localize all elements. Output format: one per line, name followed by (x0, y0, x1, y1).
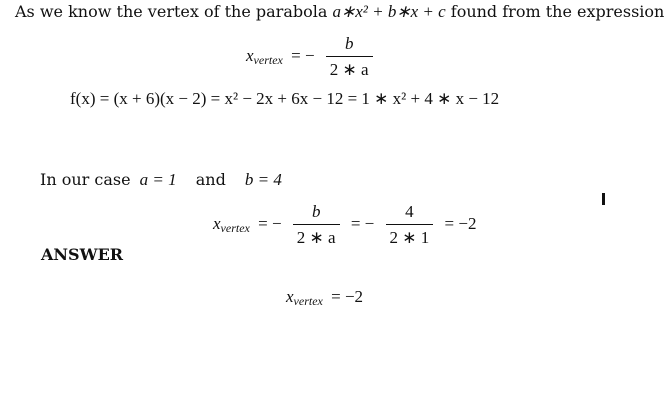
intro-line (15, 2, 664, 22)
calc-sub: vertex (220, 220, 250, 235)
answer-sub: vertex (293, 294, 323, 308)
intro-suffix: found from the expression (450, 2, 664, 21)
vertex-formula (246, 34, 376, 80)
calc-fraction-1 (293, 202, 340, 248)
formula-fraction (326, 34, 373, 80)
case-line (40, 170, 282, 190)
calc-result: = −2 (444, 213, 477, 233)
case-a: a = 1 (139, 170, 177, 189)
formula-sub: vertex (253, 52, 283, 67)
formula-denominator: 2 ∗ a (326, 56, 373, 80)
expansion-equation: f(x) = (x + 6)(x − 2) = x² − 2x + 6x − 12 = 1 ∗ x² + 4 ∗ x − 12 (70, 89, 500, 108)
calc-num1: b (311, 202, 321, 221)
formula-x: x (246, 45, 254, 65)
calc-fraction-2 (386, 202, 434, 248)
vertex-calculation (213, 202, 480, 248)
case-and: and (195, 170, 226, 189)
calc-den1: 2 ∗ a (293, 224, 340, 248)
intro-expression: a∗x² + b∗x + c (332, 2, 446, 21)
calc-x: x (213, 213, 221, 233)
answer-formula (286, 287, 367, 307)
edge-mark (602, 193, 605, 205)
intro-text: As we know the vertex of the parabola (15, 2, 328, 21)
case-b: b = 4 (244, 170, 282, 189)
answer-value: = −2 (331, 287, 364, 306)
calc-eq2: = − (350, 213, 375, 233)
formula-numerator: b (344, 34, 354, 53)
calc-num2: 4 (405, 202, 414, 221)
case-prefix: In our case (40, 170, 131, 189)
calc-den2: 2 ∗ 1 (386, 224, 434, 248)
formula-eq: = − (291, 45, 315, 65)
calc-eq1: = − (258, 213, 282, 233)
answer-label: ANSWER (41, 245, 124, 264)
answer-x: x (286, 287, 294, 306)
